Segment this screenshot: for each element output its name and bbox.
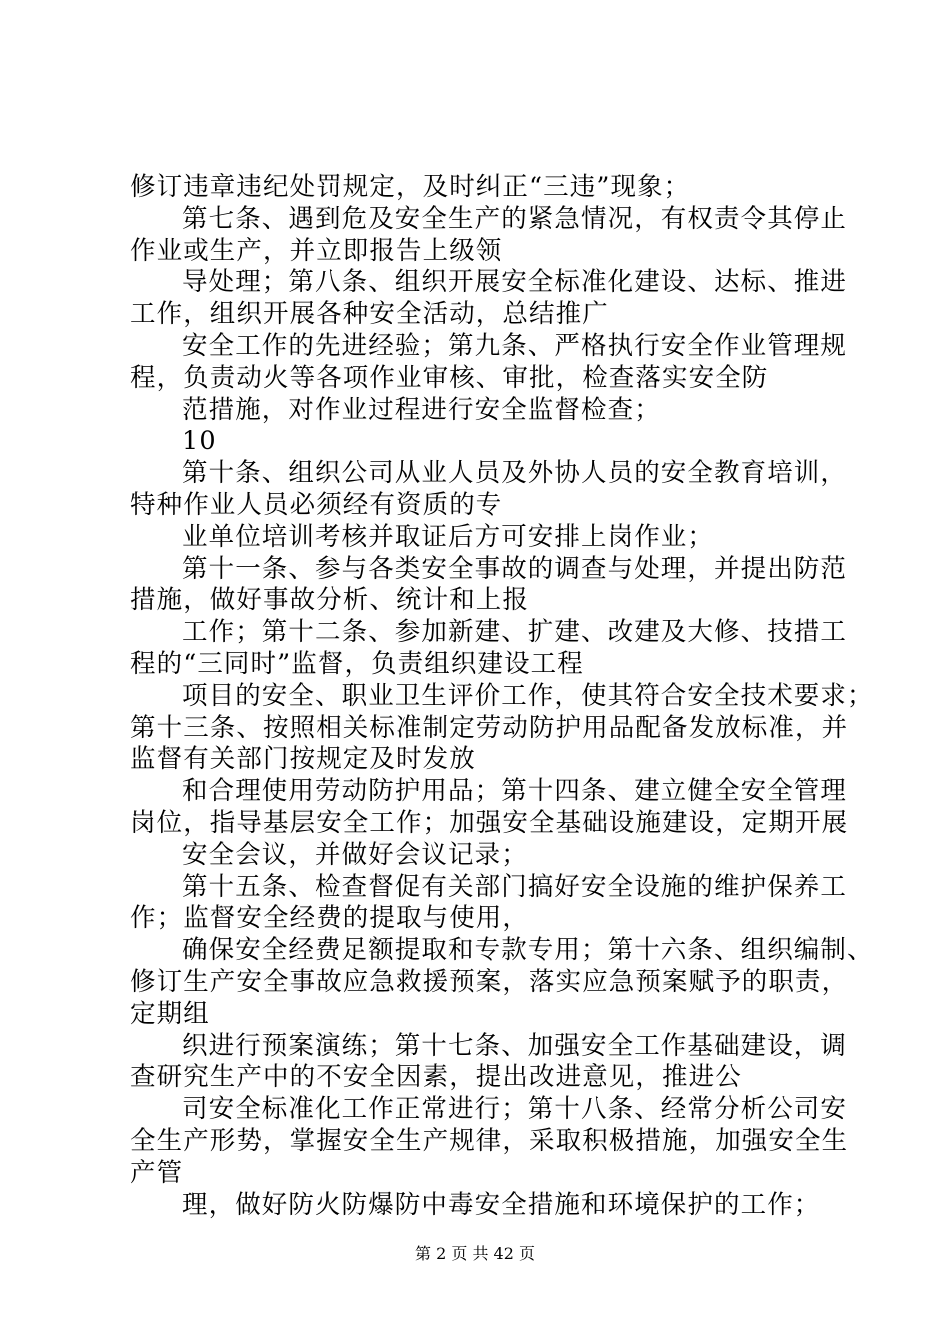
text-line: 程的“三同时”监督，负责组织建设工程 <box>130 648 584 679</box>
text-line: 第七条、遇到危及安全生产的紧急情况，有权责令其停止 <box>182 203 848 234</box>
text-line: 第十五条、检查督促有关部门搞好安全设施的维护保养工 <box>182 871 848 902</box>
text-line: 项目的安全、职业卫生评价工作，使其符合安全技术要求； <box>182 680 874 711</box>
text-line: 导处理；第八条、组织开展安全标准化建设、达标、推进 <box>182 267 848 298</box>
text-line: 确保安全经费足额提取和专款专用；第十六条、组织编制、 <box>182 935 874 966</box>
document-body <box>130 172 874 1221</box>
text-line: 修订生产安全事故应急救援预案，落实应急预案赋予的职责， <box>130 966 849 997</box>
text-line: 第十一条、参与各类安全事故的调查与处理，并提出防范 <box>182 553 848 584</box>
text-line: 作业或生产，并立即报告上级领 <box>130 235 503 266</box>
text-line: 业单位培训考核并取证后方可安排上岗作业； <box>182 521 715 552</box>
text-line: 查研究生产中的不安全因素，提出改进意见，推进公 <box>130 1062 742 1093</box>
text-line: 第十条、组织公司从业人员及外协人员的安全教育培训， <box>182 458 848 489</box>
text-line: 特种作业人员必须经有资质的专 <box>130 489 503 520</box>
text-line: 全生产形势，掌握安全生产规律，采取积极措施，加强安全生 <box>130 1125 849 1156</box>
text-line: 产管 <box>130 1157 184 1188</box>
text-line: 和合理使用劳动防护用品；第十四条、建立健全安全管理 <box>182 776 848 807</box>
text-line: 理，做好防火防爆防中毒安全措施和环境保护的工作； <box>182 1189 821 1220</box>
text-line: 措施，做好事故分析、统计和上报 <box>130 585 530 616</box>
text-line: 修订违章违纪处罚规定，及时纠正“三违”现象； <box>130 172 691 202</box>
text-line: 定期组 <box>130 998 210 1029</box>
text-line: 范措施，对作业过程进行安全监督检查； <box>182 394 661 425</box>
text-line: 织进行预案演练；第十七条、加强安全工作基础建设，调 <box>182 1030 848 1061</box>
text-line: 10 <box>182 426 217 457</box>
text-line: 安全工作的先进经验；第九条、严格执行安全作业管理规 <box>182 330 848 361</box>
text-line: 程，负责动火等各项作业审核、审批，检查落实安全防 <box>130 362 769 393</box>
text-line: 监督有关部门按规定及时发放 <box>130 744 476 775</box>
text-line: 安全会议，并做好会议记录； <box>182 839 528 870</box>
page-footer: 第 2 页 共 42 页 <box>415 1244 535 1263</box>
text-line: 司安全标准化工作正常进行；第十八条、经常分析公司安 <box>182 1094 848 1125</box>
text-line: 作；监督安全经费的提取与使用， <box>130 903 530 934</box>
text-line: 工作，组织开展各种安全活动，总结推广 <box>130 299 609 330</box>
text-line: 岗位，指导基层安全工作；加强安全基础设施建设，定期开展 <box>130 807 849 838</box>
text-line: 第十三条、按照相关标准制定劳动防护用品配备发放标准，并 <box>130 712 849 743</box>
text-line: 工作；第十二条、参加新建、扩建、改建及大修、技措工 <box>182 617 848 648</box>
